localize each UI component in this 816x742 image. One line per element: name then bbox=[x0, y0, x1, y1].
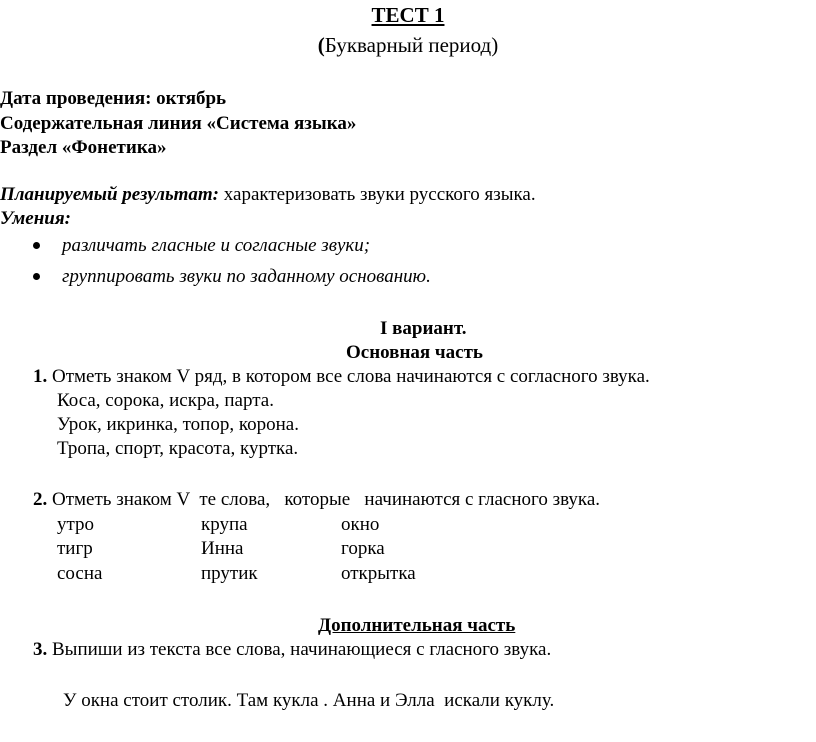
task1-row-3: Тропа, спорт, красота, куртка. bbox=[57, 438, 299, 459]
bullet-icon bbox=[33, 273, 40, 280]
task2-word: горка bbox=[341, 538, 385, 559]
task2-word: открытка bbox=[341, 563, 416, 584]
task2-word: крупа bbox=[201, 514, 248, 535]
variant-title: I вариант. bbox=[380, 318, 467, 339]
task2-text: Отметь знаком V те слова, которые начинаются с гласного звука. bbox=[47, 489, 601, 510]
task3-passage: У окна стоит столик. Там кукла . Анна и Элла искали куклу. bbox=[63, 690, 555, 711]
bullet-icon bbox=[33, 242, 40, 249]
task2-word: прутик bbox=[201, 563, 258, 584]
task3-prompt bbox=[33, 639, 551, 661]
task2-word: окно bbox=[341, 514, 380, 535]
task2-word: утро bbox=[57, 514, 95, 535]
planned-text: характеризовать звуки русского языка. bbox=[219, 184, 536, 205]
task3-number: 3. bbox=[33, 639, 48, 660]
planned-result bbox=[0, 184, 536, 206]
task1-row-1: Коса, сорока, искра, парта. bbox=[57, 390, 274, 411]
planned-label: Планируемый результат: bbox=[0, 184, 220, 205]
task1-row-2: Урок, икринка, топор, корона. bbox=[57, 414, 299, 435]
section-line: Раздел «Фонетика» bbox=[0, 137, 167, 158]
test-subtitle bbox=[0, 34, 816, 56]
task2-prompt bbox=[33, 489, 600, 511]
task1-prompt bbox=[33, 366, 650, 388]
subtitle-paren: ( bbox=[317, 33, 325, 57]
task2-word: Инна bbox=[201, 538, 244, 559]
task3-text: Выпиши из текста все слова, начинающиеся с гласного звука. bbox=[47, 639, 552, 660]
skill-item-1: различать гласные и согласные звуки; bbox=[62, 235, 371, 256]
task1-text: Отметь знаком V ряд, в котором все слова начинаются с согласного звука. bbox=[47, 366, 650, 387]
content-line: Содержательная линия «Система языка» bbox=[0, 113, 357, 134]
task2-word: сосна bbox=[57, 563, 103, 584]
date-line: Дата проведения: октябрь bbox=[0, 88, 227, 109]
task1-number: 1. bbox=[33, 366, 48, 387]
task2-number: 2. bbox=[33, 489, 48, 510]
skill-item-2: группировать звуки по заданному основанию. bbox=[62, 266, 431, 287]
extra-part-title: Дополнительная часть bbox=[318, 615, 516, 636]
main-part-title: Основная часть bbox=[346, 342, 483, 363]
skills-label: Умения: bbox=[0, 208, 71, 229]
subtitle-text: Букварный период) bbox=[324, 33, 499, 57]
test-title: ТЕСТ 1 bbox=[371, 3, 445, 27]
task2-word: тигр bbox=[57, 538, 93, 559]
